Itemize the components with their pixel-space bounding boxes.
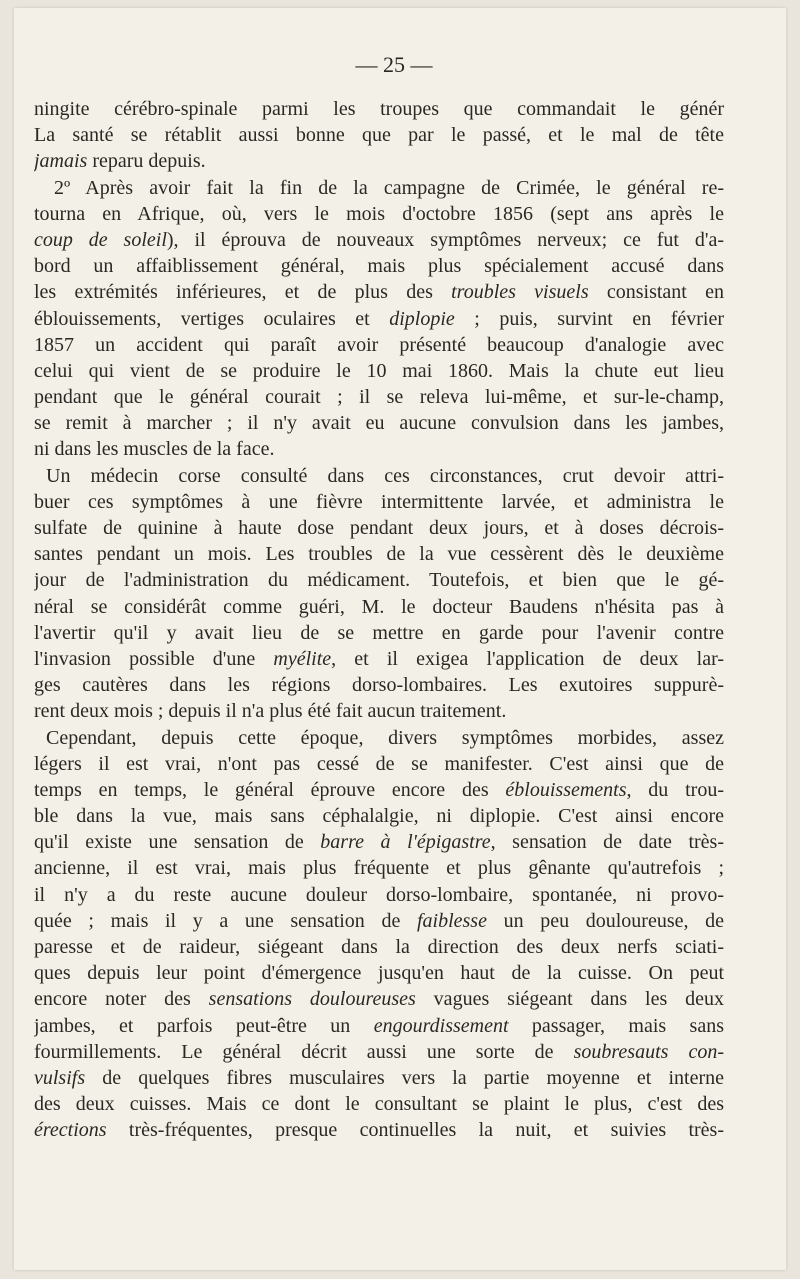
text-segment: se remit à marcher ; il n'y avait eu aucune convulsion dans les jambes, [34,412,724,435]
text-segment: 1857 un accident qui paraît avoir présenté beaucoup d'analogie avec [34,333,724,356]
text-line [34,803,724,829]
italic-text: coup de soleil [34,228,167,251]
book-page [14,8,786,1270]
text-segment: l'avertir qu'il y avait lieu de se mettre en garde pour l'avenir contre [34,621,724,644]
italic-text: érections [34,1119,107,1142]
text-segment: ; puis, survint en février [454,307,724,330]
text-line [34,410,724,436]
text-segment: celui qui vient de se produire le 10 mai 1860. Mais la chute eut lieu [34,359,724,382]
text-line [34,279,724,305]
text-segment: jour de l'administration du médicament. Toutefois, et bien que le gé- [34,569,724,592]
text-line [34,829,724,855]
text-segment: néral se considérât comme guéri, M. le docteur Baudens n'hésita pas à [34,595,724,618]
text-segment: reparu depuis. [87,150,206,173]
text-segment: éblouissements, vertiges oculaires et [34,307,390,330]
text-segment: passager, mais sans [508,1014,724,1037]
text-segment: ble dans la vue, mais sans céphalalgie, ni diplopie. C'est ainsi encore [34,805,724,828]
text-segment: bord un affaiblissement général, mais plus spécialement accusé dans [34,255,724,278]
text-segment: l'invasion possible d'une [34,647,274,670]
text-line [34,1091,724,1117]
text-segment: ancienne, il est vrai, mais plus fréquente et plus gênante qu'autrefois ; [34,857,724,880]
text-line [34,698,724,724]
text-segment: il n'y a du reste aucune douleur dorso-lombaire, spontanée, ni provo- [34,883,724,906]
text-line [34,882,724,908]
text-segment: ques depuis leur point d'émergence jusqu'en haut de la cuisse. On peut [34,962,724,985]
text-segment: La santé se rétablit aussi bonne que par le passé, et le mal de tête [34,124,724,147]
italic-text: barre à l'épigastre [320,831,491,854]
text-line [34,855,724,881]
italic-text: myélite [273,647,332,670]
text-segment: fourmillements. Le général décrit aussi une sorte de [34,1040,574,1063]
text-line [34,594,724,620]
text-line [34,777,724,803]
text-segment: consistant en [588,281,724,304]
text-segment: qu'il existe une sensation de [34,831,321,854]
text-segment: paresse et de raideur, siégeant dans la direction des deux nerfs sciati- [34,936,724,958]
text-segment: très-fréquentes, presque continuelles la nuit, et suivies très- [106,1119,724,1142]
text-segment: de quelques fibres musculaires vers la partie moyenne et interne [85,1066,724,1089]
text-segment: rent deux mois ; depuis il n'a plus été fait aucun traitement. [34,700,507,723]
text-segment: santes pendant un mois. Les troubles de la vue cessèrent dès le deuxième [34,543,724,566]
text-segment: vagues siégeant dans les deux [415,988,724,1011]
text-line [34,253,724,279]
text-line [34,986,724,1012]
text-line [34,751,724,777]
text-segment: pendant que le général courait ; il se releva lui-même, et sur-le-champ, [34,386,724,409]
text-line [34,725,724,751]
text-line [34,122,724,148]
text-line [34,436,724,462]
text-segment: temps en temps, le général éprouve encore des [34,778,506,801]
italic-text: vulsifs [34,1066,86,1089]
text-line [34,463,724,489]
text-line [34,1117,724,1143]
text-segment: Cependant, depuis cette époque, divers symptômes morbides, assez [46,726,724,749]
text-line [34,567,724,593]
text-line [34,96,724,122]
text-line [34,1013,724,1039]
body-text [34,96,724,1144]
italic-text: faiblesse [416,909,487,932]
italic-text: engourdissement [373,1014,509,1037]
text-segment: un peu douloureuse, de [486,909,724,932]
text-line [34,908,724,934]
text-segment: ningite cérébro-spinale parmi les troupes que commandait le génér [34,98,724,120]
text-line [34,332,724,358]
text-line [34,489,724,515]
text-line [34,672,724,698]
text-line [34,620,724,646]
text-line [34,1039,724,1065]
text-segment: jambes, et parfois peut-être un [34,1014,374,1037]
page-number: — 25 — [355,52,433,77]
italic-text: jamais [34,150,88,173]
text-segment: quée ; mais il y a une sensation de [34,909,417,932]
italic-text: éblouissements [505,778,627,801]
text-segment: , du trou- [626,778,724,801]
text-segment: sulfate de quinine à haute dose pendant deux jours, et à doses décrois- [34,517,724,539]
text-line [34,148,724,174]
text-line [34,541,724,567]
text-line [34,934,724,960]
text-line [34,384,724,410]
text-segment: 2º Après avoir fait la fin de la campagne de Crimée, le général re- [54,176,724,199]
text-segment: les extrémités inférieures, et de plus des [34,281,452,304]
text-line [34,515,724,541]
italic-text: sensations douloureuses [208,988,416,1011]
text-segment: ges cautères dans les régions dorso-lombaires. Les exutoires suppurè- [34,674,724,697]
text-line [34,227,724,253]
text-segment: buer ces symptômes à une fièvre intermittente larvée, et administra le [34,490,724,513]
text-segment: ), il éprouva de nouveaux symptômes nerveux; ce fut d'a- [166,228,724,251]
text-segment: des deux cuisses. Mais ce dont le consultant se plaint le plus, c'est des [34,1093,724,1116]
text-line [34,1065,724,1091]
text-line [34,306,724,332]
text-line [34,960,724,986]
text-segment: ni dans les muscles de la face. [34,438,275,461]
text-line [34,175,724,201]
text-segment: encore noter des [34,988,209,1011]
italic-text: soubresauts con- [573,1040,724,1063]
text-segment: , sensation de date très- [490,831,724,854]
text-line [34,358,724,384]
text-segment: légers il est vrai, n'ont pas cessé de se manifester. C'est ainsi que de [34,752,724,775]
italic-text: troubles visuels [451,281,589,304]
text-segment: Un médecin corse consulté dans ces circonstances, crut devoir attri- [46,464,724,487]
text-line [34,646,724,672]
italic-text: diplopie [389,307,455,330]
text-segment: , et il exigea l'application de deux lar- [331,647,724,670]
text-line [34,201,724,227]
text-segment: tourna en Afrique, où, vers le mois d'octobre 1856 (sept ans après le [34,202,724,225]
